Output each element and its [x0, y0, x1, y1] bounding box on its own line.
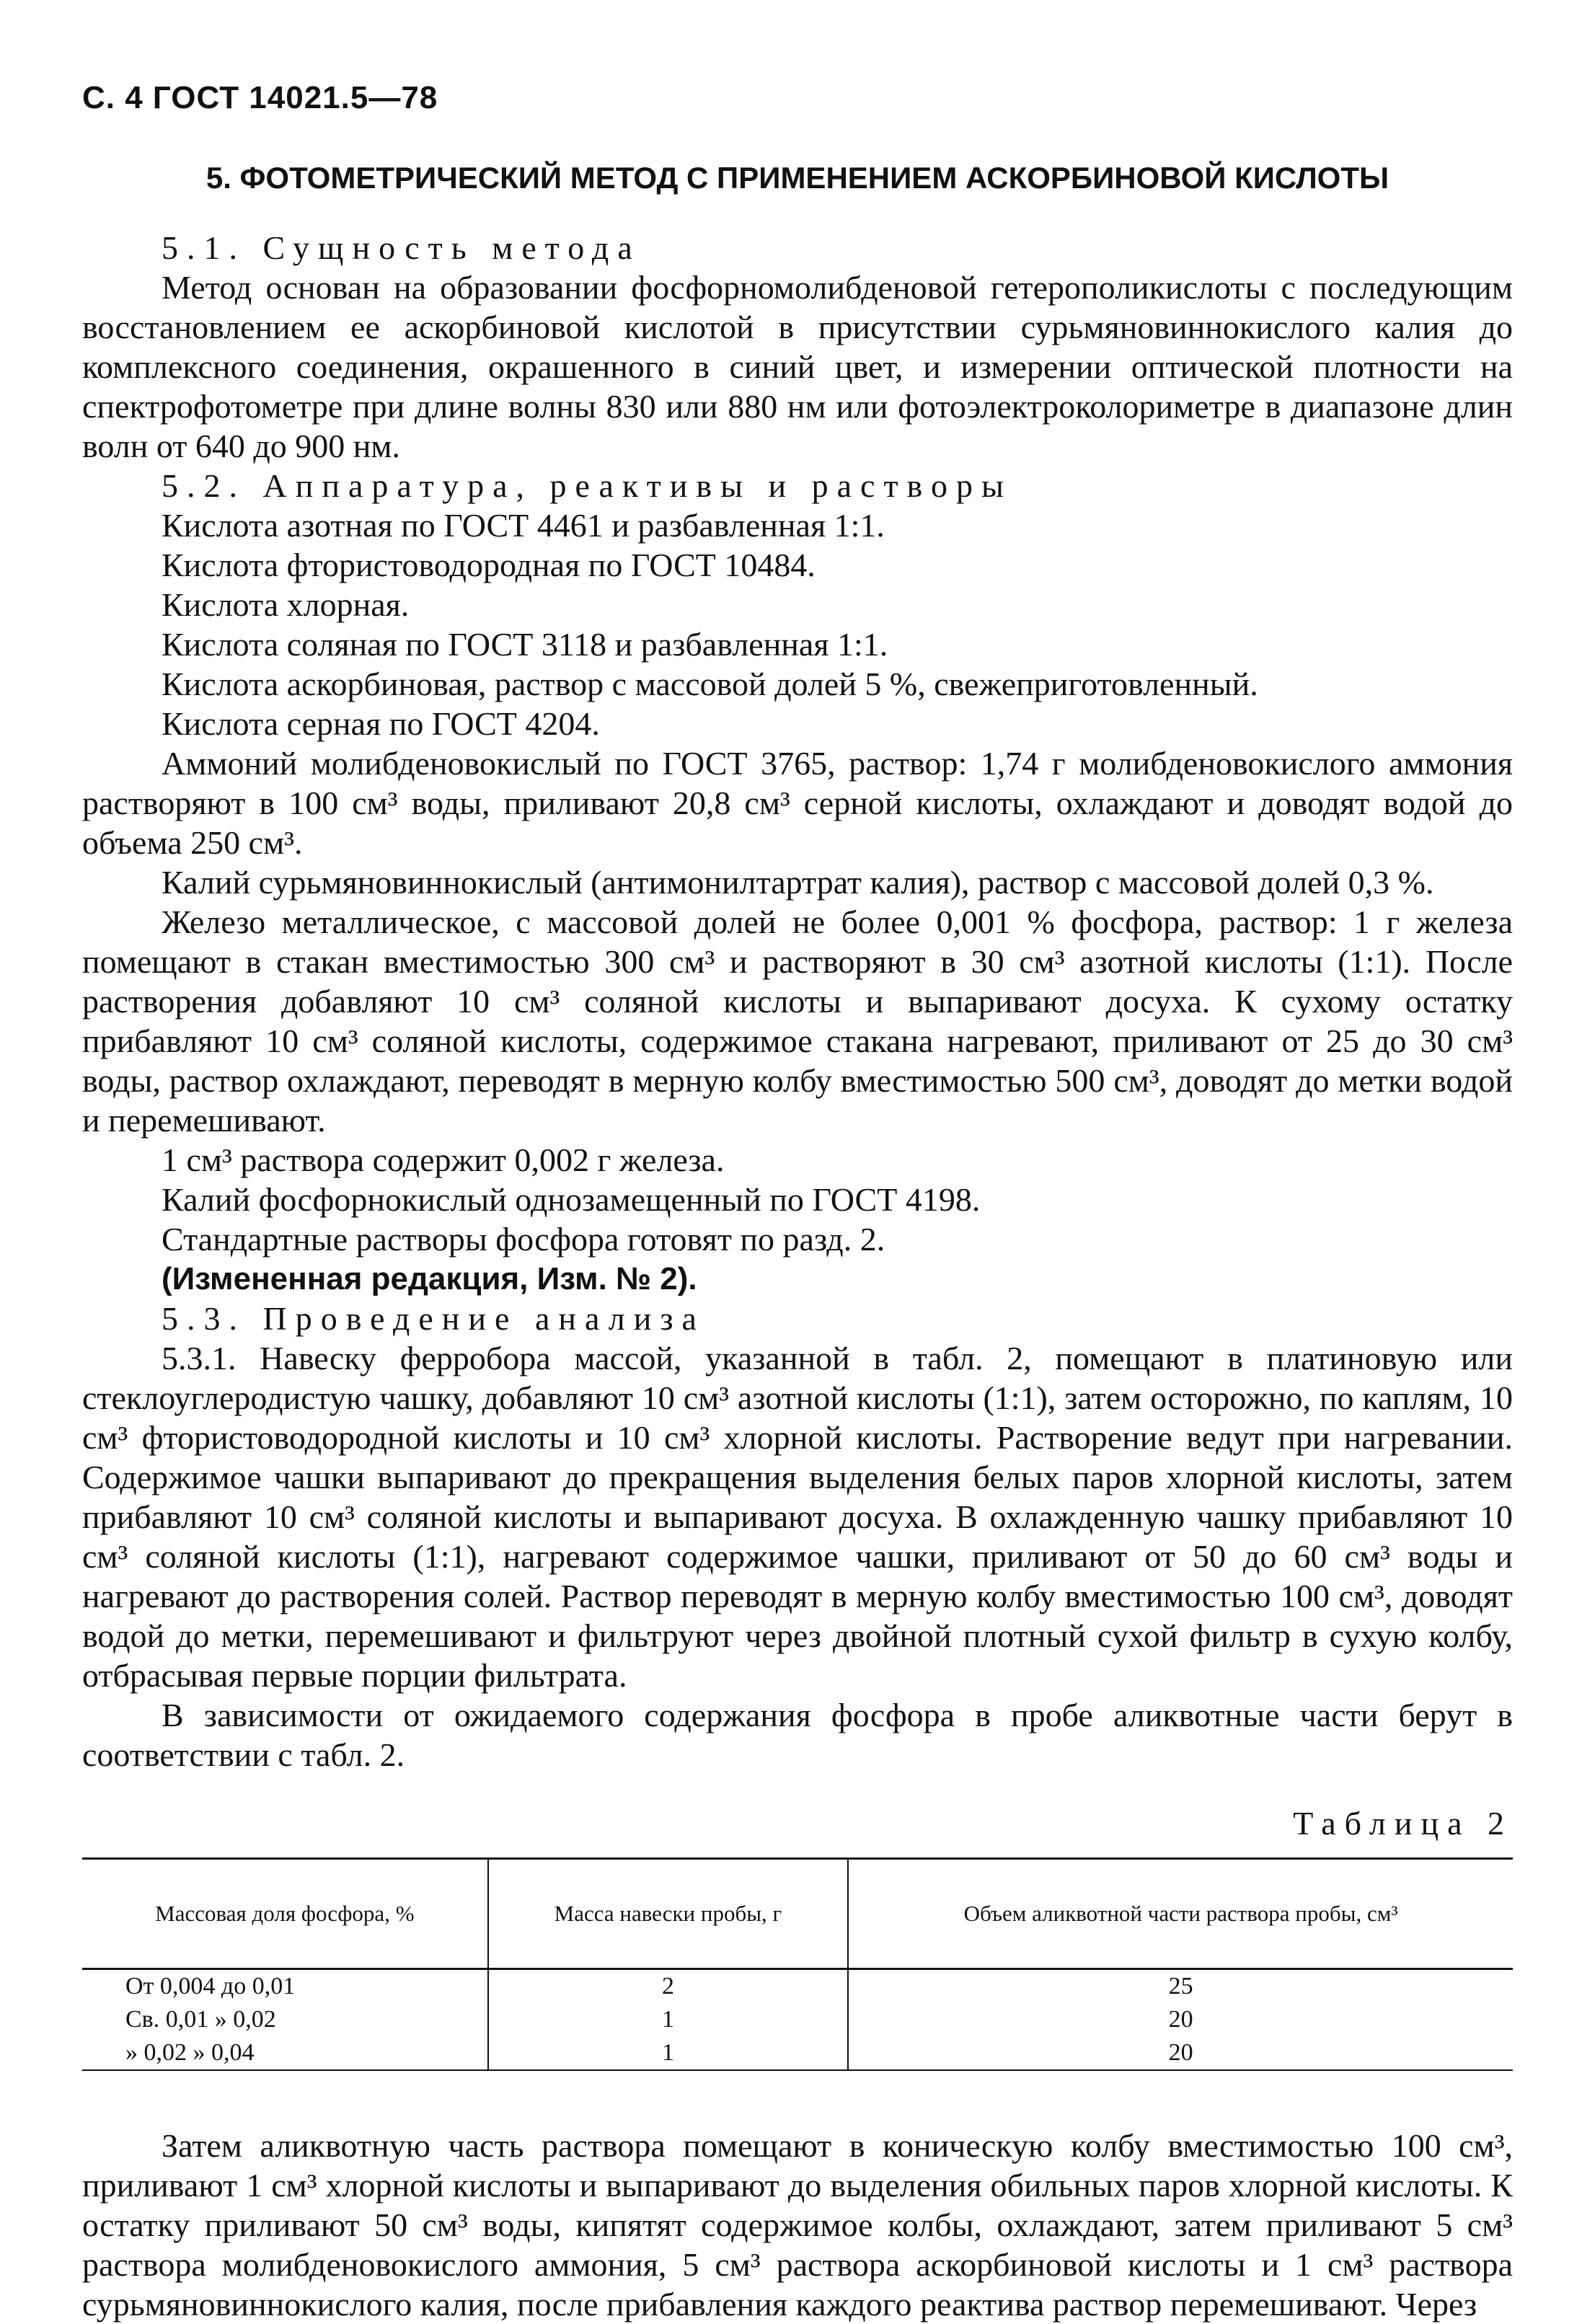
table-cell: Св. 0,01 » 0,02: [125, 2006, 276, 2033]
reagent-item: 1 см³ раствора содержит 0,002 г железа.: [162, 1141, 725, 1178]
table-cell: 2: [488, 1969, 849, 2004]
reagent-item: Стандартные растворы фосфора готовят по разд. 2.: [162, 1221, 885, 1258]
table-caption: Таблица 2: [1293, 1805, 1513, 1842]
reagent-item: Кислота аскорбиновая, раствор с массовой долей 5 %, свежеприготовленный.: [162, 666, 1258, 702]
aliquot-paragraph: В зависимости от ожидаемого содержания фосфора в пробе аликвотные части берут в соответствии с табл. 2.: [82, 1697, 1513, 1773]
reagent-item: Железо металлическое, с массовой долей не более 0,001 % фосфора, раствор: 1 г железа помещают в стакан вместимостью 300 см³ и растворяют в 30 см³ азотной кислоты (1:1). После растворения добавляют 10 см³ соляной кислоты и выпаривают досуха. К сухому остатку прибавляют 10 см³ соляной кислоты, содержимое стакана нагревают, приливают от 25 до 30 см³ воды, раствор охлаждают, переводят в мерную колбу вместимостью 500 см³, доводят до метки водой и перемешивают.: [82, 903, 1513, 1139]
table-cell: » 0,02 » 0,04: [82, 2036, 488, 2070]
table-cell: 20: [848, 2003, 1513, 2036]
reagent-item: Калий фосфорнокислый однозамещенный по ГОСТ 4198.: [162, 1181, 981, 1218]
subsection-heading-5-1: 5.1. Сущность метода: [162, 229, 641, 266]
subsection-heading-5-3: 5.3. Проведение анализа: [162, 1300, 705, 1337]
table-cell: 20: [848, 2036, 1513, 2070]
edition-note: (Измененная редакция, Изм. № 2).: [162, 1261, 697, 1296]
table-row: [82, 1969, 1513, 2004]
column-header: Массовая доля фосфора, %: [82, 1859, 488, 1969]
reagent-item: Кислота азотная по ГОСТ 4461 и разбавленная 1:1.: [162, 507, 885, 544]
table-cell: 1: [488, 2003, 849, 2036]
procedure-paragraph: 5.3.1. Навеску ферробора массой, указанной в табл. 2, помещают в платиновую или стеклоуглеродистую чашку, добавляют 10 см³ азотной кислоты (1:1), затем осторожно, по каплям, 10 см³ фтористоводородной кислоты и 10 см³ хлорной кислоты. Растворение ведут при нагревании. Содержимое чашки выпаривают до прекращения выделения белых паров хлорной кислоты, затем прибавляют 10 см³ соляной кислоты и выпаривают досуха. В охлажденную чашку прибавляют 10 см³ соляной кислоты (1:1), нагревают содержимое чашки, приливают от 50 до 60 см³ воды и нагревают до растворения солей. Раствор переводят в мерную колбу вместимостью 100 см³, доводят водой до метки, перемешивают и фильтруют через двойной плотный сухой фильтр в сухую колбу, отбрасывая первые порции фильтрата.: [82, 1340, 1513, 1694]
table-cell: От 0,004 до 0,01: [125, 1973, 296, 2000]
phosphorus-table: [82, 1857, 1513, 2071]
reagent-item: Кислота хлорная.: [162, 586, 410, 623]
table-cell: 25: [848, 1969, 1513, 2004]
column-header: Масса навески пробы, г: [488, 1859, 849, 1969]
column-header: Объем аликвотной части раствора пробы, см³: [848, 1859, 1513, 1969]
reagent-item: Кислота фтористоводородная по ГОСТ 10484.: [162, 547, 816, 583]
page-header: С. 4 ГОСТ 14021.5—78: [82, 80, 438, 115]
reagent-item: Кислота серная по ГОСТ 4204.: [162, 705, 600, 742]
reagent-item: Калий сурьмяновиннокислый (антимонилтартрат калия), раствор с массовой долей 0,3 %.: [162, 864, 1434, 901]
subsection-heading-5-2: 5.2. Аппаратура, реактивы и растворы: [162, 467, 1012, 504]
table-cell: 1: [488, 2036, 849, 2070]
table-row: [82, 2003, 1513, 2036]
reagent-item: Кислота соляная по ГОСТ 3118 и разбавленная 1:1.: [162, 626, 888, 663]
method-essence-paragraph: Метод основан на образовании фосфорномолибденовой гетерополикислоты с последующим восстановлением ее аскорбиновой кислотой в присутствии сурьмяновиннокислого калия до комплексного соединения, окрашенного в синий цвет, и измерении оптической плотности на спектрофотометре при длине волны 830 или 880 нм или фотоэлектроколориметре в диапазоне длин волн от 640 до 900 нм.: [82, 269, 1513, 464]
table-row: [82, 2036, 1513, 2070]
final-paragraph: Затем аликвотную часть раствора помещают в коническую колбу вместимостью 100 см³, приливают 1 см³ хлорной кислоты и выпаривают до выделения обильных паров хлорной кислоты. К остатку приливают 50 см³ воды, кипятят содержимое колбы, охлаждают, затем приливают 5 см³ раствора молибденовокислого аммония, 5 см³ раствора аскорбиновой кислоты и 1 см³ раствора сурьмяновиннокислого калия, после прибавления каждого реактива раствор перемешивают. Через: [82, 2127, 1513, 2323]
section-title: 5. ФОТОМЕТРИЧЕСКИЙ МЕТОД С ПРИМЕНЕНИЕМ АСКОРБИНОВОЙ КИСЛОТЫ: [206, 161, 1389, 195]
reagent-item: Аммоний молибденовокислый по ГОСТ 3765, раствор: 1,74 г молибденовокислого аммония растворяют в 100 см³ воды, приливают 20,8 см³ серной кислоты, охлаждают и доводят водой до объема 250 см³.: [82, 745, 1513, 861]
